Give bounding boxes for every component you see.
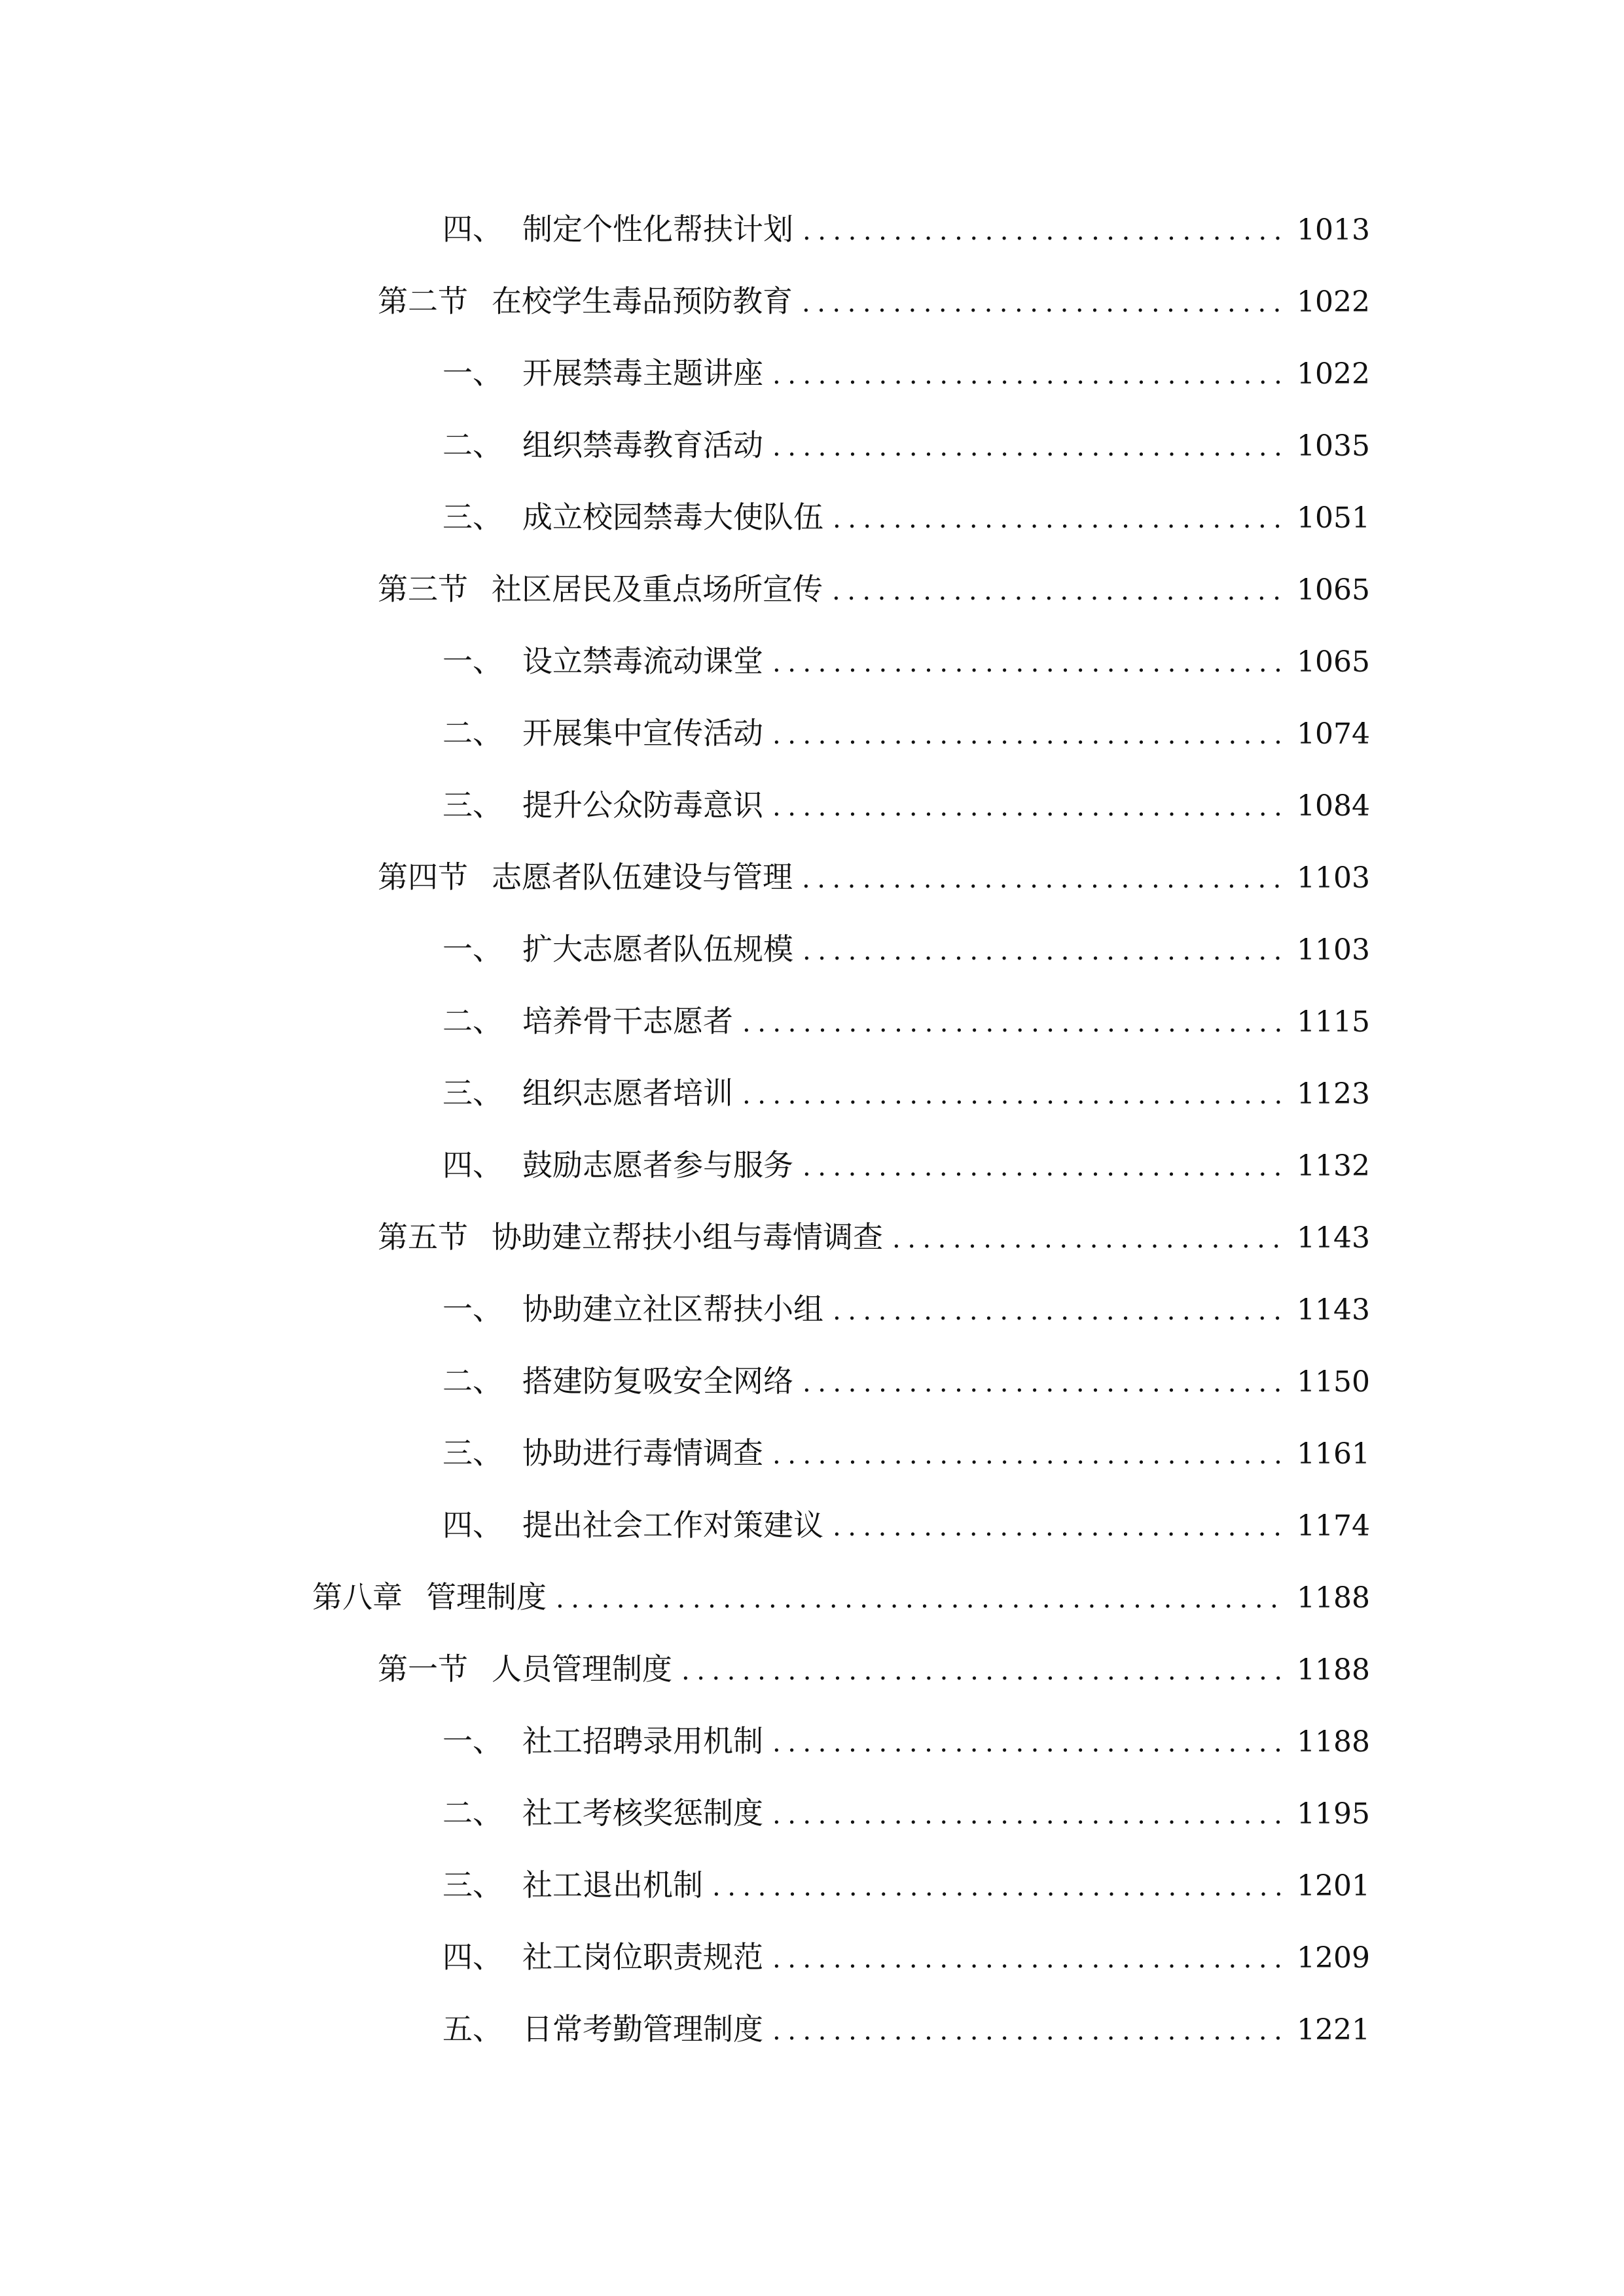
toc-entry[interactable] <box>442 710 1370 756</box>
toc-entry-number: 一、 <box>442 1291 503 1327</box>
toc-dot-leader <box>803 1360 1288 1406</box>
toc-entry[interactable] <box>442 1502 1370 1548</box>
toc-entry-number: 三、 <box>442 1435 503 1471</box>
toc-entry-number: 二、 <box>442 1795 503 1831</box>
toc-entry-title: 设立禁毒流动课堂 <box>522 643 763 679</box>
toc-entry-page: 1103 <box>1297 933 1370 967</box>
toc-entry-page: 1132 <box>1297 1149 1370 1183</box>
toc-entry-number: 第一节 <box>378 1651 468 1687</box>
toc-entry-title: 成立校园禁毒大使队伍 <box>522 499 823 535</box>
toc-dot-leader <box>772 2008 1288 2054</box>
toc-entry[interactable] <box>378 1214 1370 1260</box>
toc-entry-title: 协助进行毒情调查 <box>522 1435 763 1471</box>
toc-dot-leader <box>742 1000 1288 1046</box>
toc-entry-number: 四、 <box>442 1147 503 1183</box>
toc-entry-page: 1074 <box>1297 717 1370 751</box>
toc-dot-leader <box>833 496 1288 542</box>
toc-entry-title: 鼓励志愿者参与服务 <box>522 1147 793 1183</box>
toc-entry[interactable] <box>378 566 1370 612</box>
toc-entry-number: 三、 <box>442 1867 503 1903</box>
toc-entry-title: 搭建防复吸安全网络 <box>522 1363 793 1399</box>
toc-entry-title: 组织禁毒教育活动 <box>522 427 763 463</box>
toc-dot-leader <box>772 424 1288 470</box>
toc-entry[interactable] <box>442 206 1370 252</box>
toc-dot-leader <box>833 1288 1288 1334</box>
toc-dot-leader <box>803 1144 1288 1190</box>
toc-entry[interactable] <box>442 1718 1370 1764</box>
toc-entry-page: 1188 <box>1297 1653 1370 1687</box>
toc-entry-title: 管理制度 <box>426 1579 547 1615</box>
toc-entry-page: 1035 <box>1297 429 1370 463</box>
toc-entry-page: 1065 <box>1297 645 1370 679</box>
toc-entry-title: 扩大志愿者队伍规模 <box>522 931 793 967</box>
toc-entry-page: 1051 <box>1297 501 1370 535</box>
toc-dot-leader <box>832 568 1288 614</box>
toc-entry-title: 提出社会工作对策建议 <box>522 1507 823 1543</box>
toc-dot-leader <box>803 208 1288 254</box>
toc-entry-title: 社工招聘录用机制 <box>522 1723 763 1759</box>
toc-entry-title: 协助建立社区帮扶小组 <box>522 1291 823 1327</box>
toc-entry[interactable] <box>442 1934 1370 1980</box>
toc-entry[interactable] <box>442 1070 1370 1116</box>
toc-entry[interactable] <box>442 1790 1370 1836</box>
toc-entry-title: 提升公众防毒意识 <box>522 787 763 823</box>
toc-entry-page: 1143 <box>1297 1221 1370 1255</box>
toc-dot-leader <box>892 1216 1288 1262</box>
toc-entry-page: 1123 <box>1297 1077 1370 1111</box>
toc-entry-page: 1065 <box>1297 573 1370 607</box>
toc-entry-number: 二、 <box>442 715 503 751</box>
toc-entry[interactable] <box>442 638 1370 684</box>
toc-entry[interactable] <box>442 782 1370 828</box>
toc-entry-page: 1022 <box>1297 357 1370 391</box>
toc-entry-title: 社工退出机制 <box>522 1867 703 1903</box>
toc-entry-page: 1195 <box>1297 1797 1370 1831</box>
toc-entry-number: 四、 <box>442 1939 503 1975</box>
toc-entry-page: 1143 <box>1297 1293 1370 1327</box>
toc-entry[interactable] <box>378 854 1370 900</box>
toc-dot-leader <box>772 784 1288 830</box>
toc-entry-number: 三、 <box>442 499 503 535</box>
toc-entry-page: 1201 <box>1297 1869 1370 1903</box>
toc-entry-page: 1174 <box>1297 1509 1370 1543</box>
toc-entry-number: 一、 <box>442 643 503 679</box>
toc-entry-page: 1022 <box>1297 285 1370 319</box>
toc-entry-page: 1013 <box>1297 213 1370 247</box>
toc-entry-page: 1084 <box>1297 789 1370 823</box>
toc-entry[interactable] <box>442 1142 1370 1188</box>
toc-dot-leader <box>802 856 1288 902</box>
toc-dot-leader <box>556 1576 1288 1622</box>
toc-entry[interactable] <box>442 422 1370 468</box>
toc-dot-leader <box>803 928 1288 974</box>
toc-dot-leader <box>772 712 1288 758</box>
toc-entry-title: 组织志愿者培训 <box>522 1075 733 1111</box>
toc-entry-number: 四、 <box>442 1507 503 1543</box>
toc-entry-number: 第五节 <box>378 1219 468 1255</box>
toc-entry-title: 社工岗位职责规范 <box>522 1939 763 1975</box>
toc-entry-number: 一、 <box>442 931 503 967</box>
toc-entry[interactable] <box>442 350 1370 396</box>
toc-dot-leader <box>772 1432 1288 1478</box>
toc-entry[interactable] <box>442 1862 1370 1908</box>
toc-entry-title: 日常考勤管理制度 <box>522 2011 763 2047</box>
toc-dot-leader <box>742 1072 1288 1118</box>
toc-dot-leader <box>772 1936 1288 1982</box>
toc-entry-title: 开展禁毒主题讲座 <box>522 355 763 391</box>
toc-entry-page: 1115 <box>1297 1005 1370 1039</box>
toc-entry[interactable] <box>442 1286 1370 1332</box>
toc-entry-title: 在校学生毒品预防教育 <box>492 283 793 319</box>
toc-entry-title: 制定个性化帮扶计划 <box>522 211 793 247</box>
toc-entry-page: 1221 <box>1297 2013 1370 2047</box>
toc-entry-title: 开展集中宣传活动 <box>522 715 763 751</box>
toc-entry[interactable] <box>378 278 1370 324</box>
toc-entry-number: 三、 <box>442 1075 503 1111</box>
toc-entry[interactable] <box>442 2006 1370 2052</box>
toc-entry-page: 1188 <box>1297 1581 1370 1615</box>
toc-entry-title: 协助建立帮扶小组与毒情调查 <box>492 1219 883 1255</box>
toc-entry-number: 四、 <box>442 211 503 247</box>
toc-entry-page: 1161 <box>1297 1437 1370 1471</box>
toc-entry-title: 社区居民及重点场所宣传 <box>492 571 823 607</box>
toc-entry-number: 二、 <box>442 427 503 463</box>
toc-entry-page: 1209 <box>1297 1941 1370 1975</box>
toc-dot-leader <box>772 1720 1288 1766</box>
toc-entry[interactable] <box>312 1574 1370 1620</box>
toc-dot-leader <box>681 1648 1288 1694</box>
toc-dot-leader <box>802 280 1288 326</box>
toc-dot-leader <box>772 640 1288 686</box>
toc-dot-leader <box>712 1864 1288 1910</box>
toc-entry-number: 二、 <box>442 1363 503 1399</box>
toc-entry[interactable] <box>442 926 1370 972</box>
toc-entry-title: 社工考核奖惩制度 <box>522 1795 763 1831</box>
toc-entry-number: 二、 <box>442 1003 503 1039</box>
toc-entry-number: 一、 <box>442 355 503 391</box>
toc-entry[interactable] <box>442 494 1370 540</box>
toc-entry-number: 第四节 <box>378 859 468 895</box>
toc-entry-page: 1188 <box>1297 1725 1370 1759</box>
toc-entry-title: 人员管理制度 <box>492 1651 672 1687</box>
toc-entry[interactable] <box>442 998 1370 1044</box>
toc-entry-number: 第二节 <box>378 283 468 319</box>
toc-dot-leader <box>772 1792 1288 1838</box>
toc-entry-number: 第八章 <box>312 1579 403 1615</box>
toc-entry-title: 志愿者队伍建设与管理 <box>492 859 793 895</box>
toc-dot-leader <box>833 1504 1288 1550</box>
toc-entry-number: 三、 <box>442 787 503 823</box>
toc-entry[interactable] <box>378 1646 1370 1692</box>
toc-entry-title: 培养骨干志愿者 <box>522 1003 733 1039</box>
toc-entry-page: 1103 <box>1297 861 1370 895</box>
toc-entry-page: 1150 <box>1297 1365 1370 1399</box>
toc-entry-number: 一、 <box>442 1723 503 1759</box>
toc-entry-number: 五、 <box>442 2011 503 2047</box>
toc-entry[interactable] <box>442 1430 1370 1476</box>
toc-entry-number: 第三节 <box>378 571 468 607</box>
toc-dot-leader <box>772 352 1288 398</box>
toc-entry[interactable] <box>442 1358 1370 1404</box>
